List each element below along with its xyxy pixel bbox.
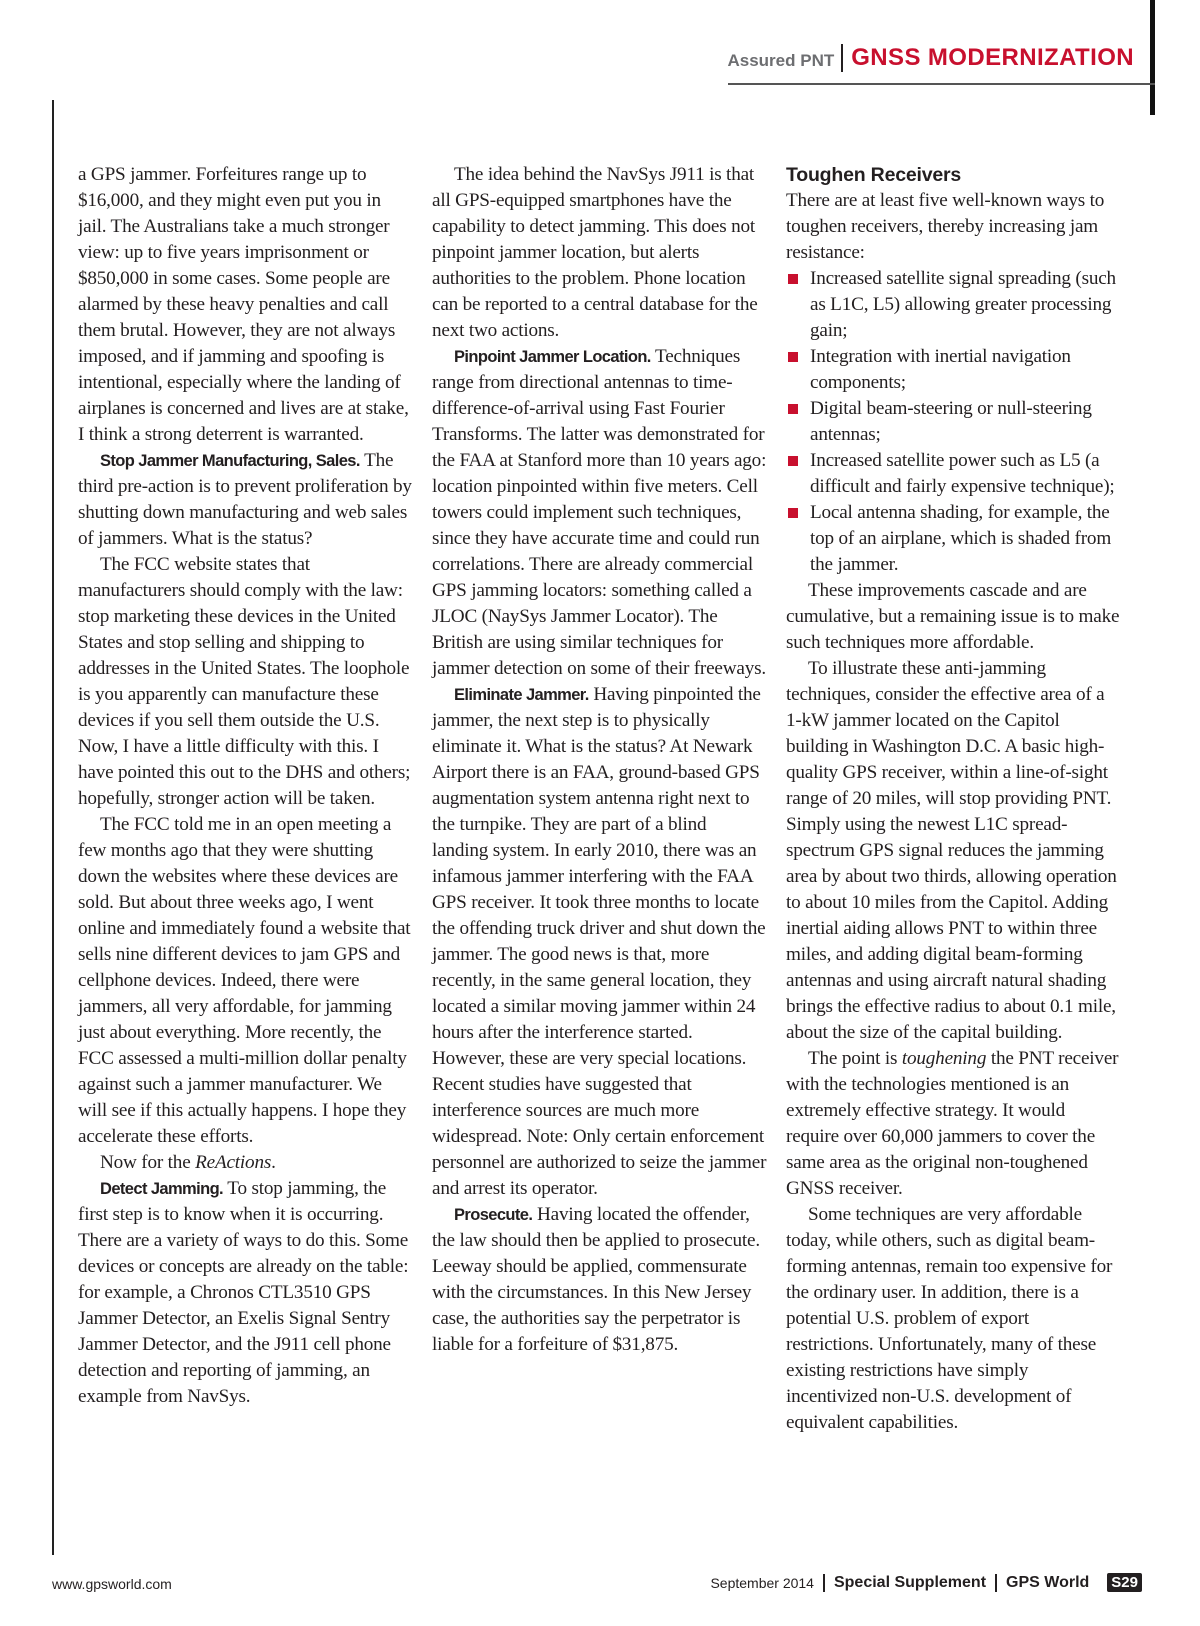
runin-heading: Eliminate Jammer. <box>454 686 589 704</box>
paragraph: a GPS jammer. Forfeitures range up to $16,000, and they might even put you in jail. The Australians take a much stronger view: up to five years imprisonment or $850,000 in some cases. Some people are alarmed by these heavy penalties and call them brutal. However, they are not always imposed, and if jamming and spoofing is intentional, especially where the landing of airplanes is concerned and lives are at stake, I think a strong deterrent is warranted. <box>78 164 409 445</box>
paragraph: The FCC told me in an open meeting a few months ago that they were shutting down the websites where these devices are sold. But about three weeks ago, I went online and immediately found a website that sells nine different devices to jam GPS and cellphone devices. Indeed, there were jammers, all very affordable, for jamming just about everything. More recently, the FCC assessed a multi-million dollar penalty against such a jammer manufacturer. We will see if this actually happens. I hope they accelerate these efforts. <box>78 814 411 1147</box>
section-heading: Toughen Receivers <box>786 164 962 186</box>
paragraph <box>78 1176 413 1410</box>
italic-term: toughening <box>901 1048 987 1069</box>
paragraph: The FCC website states that manufacturers should comply with the law: stop marketing these devices in the United States and stop selling and shipping to addresses in the United States. The loophole is you apparently can manufacture these devices if you sell them outside the U.S. Now, I have a little difficulty with this. I have pointed this out to the DHS and others; hopefully, stronger action will be taken. <box>78 554 411 809</box>
paragraph: To illustrate these anti-jamming techniques, consider the effective area of a 1-kW jammer located on the Capitol building in Washington D.C. A basic high-quality GPS receiver, within a line-of-sight range of 20 miles, will stop providing PNT. Simply using the newest L1C spread-spectrum GPS signal reduces the jamming area by about two thirds, allowing operation to about 10 miles from the Capitol. Adding inertial aiding allows PNT to within three miles, and adding digital beam-forming antennas and using aircraft natural shading brings the effective radius to about 0.1 mile, about the size of the capital building. <box>786 658 1117 1043</box>
bullet-list <box>786 266 1121 578</box>
paragraph <box>786 1046 1121 1202</box>
bullet-square-icon <box>788 274 798 284</box>
list-item-text: Digital beam-steering or null-steering antennas; <box>810 398 1092 445</box>
running-header <box>727 44 1134 72</box>
paragraph: There are at least five well-known ways to toughen receivers, thereby increasing jam resistance: <box>786 190 1105 263</box>
runin-heading: Prosecute. <box>454 1206 533 1224</box>
footer-divider <box>995 1574 997 1592</box>
runin-heading: Pinpoint Jammer Location. <box>454 348 651 366</box>
paragraph: The idea behind the NavSys J911 is that all GPS-equipped smartphones have the capability to detect jamming. This does not pinpoint jammer location, but alerts authorities to the problem. Phone location can be reported to a central database for the next two actions. <box>432 164 758 341</box>
list-item <box>786 396 1121 448</box>
runin-heading: Detect Jamming. <box>100 1180 224 1198</box>
footer-url: www.gpsworld.com <box>52 1576 172 1592</box>
list-item-text: Integration with inertial navigation components; <box>810 346 1071 393</box>
runin-heading: Stop Jammer Manufacturing, Sales. <box>100 452 360 470</box>
footer-magazine: GPS World <box>1006 1573 1090 1591</box>
paragraph: Some techniques are very affordable today, while others, such as digital beam-forming antennas, remain too expensive for the ordinary user. In addition, there is a potential U.S. problem of export restrictions. Unfortunately, many of these existing restrictions have simply incentivized non-U.S. development of equivalent capabilities. <box>786 1204 1113 1433</box>
paragraph-text: To stop jamming, the first step is to know when it is occurring. There are a variety of ways to do this. Some devices or concepts are already on the table: for example, a Chronos CTL3510 GPS Jammer Detector, an Exelis Signal Sentry Jammer Detector, and the J911 cell phone detection and reporting of jamming, an example from NavSys. <box>78 1178 409 1407</box>
bullet-square-icon <box>788 404 798 414</box>
column-1 <box>78 162 413 1410</box>
paragraph: These improvements cascade and are cumulative, but a remaining issue is to make such techniques more affordable. <box>786 580 1120 653</box>
left-margin-rule <box>52 100 54 1555</box>
header-rule <box>728 83 1155 85</box>
italic-term: ReActions <box>195 1152 272 1173</box>
list-item <box>786 266 1121 344</box>
column-3 <box>786 162 1121 1436</box>
footer-divider <box>823 1574 825 1592</box>
list-item <box>786 344 1121 396</box>
paragraph-text: The third pre-action is to prevent proliferation by shutting down manufacturing and web sales of jammers. What is the status? <box>78 450 412 549</box>
bullet-square-icon <box>788 352 798 362</box>
paragraph-text: Having pinpointed the jammer, the next step is to physically eliminate it. What is the status? At Newark Airport there is an FAA, ground-based GPS augmentation system antenna right next to the turnpike. They are part of a blind landing system. In early 2010, there was an infamous jammer interfering with the FAA GPS receiver. It took three months to locate the offending truck driver and shut down the jammer. The good news is that, more recently, in the same general location, they located a similar moving jammer within 24 hours after the interference started. However, these are very special locations. Recent studies have suggested that interference sources are much more widespread. Note: Only certain enforcement personnel are authorized to seize the jammer and arrest its operator. <box>432 684 767 1199</box>
list-item-text: Increased satellite power such as L5 (a difficult and fairly expensive technique); <box>810 450 1115 497</box>
footer-supplement: Special Supplement <box>833 1573 987 1591</box>
bullet-square-icon <box>788 456 798 466</box>
paragraph-text: Techniques range from directional antennas to time-difference-of-arrival using Fast Fourier Transforms. The latter was demonstrated for the FAA at Stanford more than 10 years ago: location pinpointed within five meters. Cell towers could implement such techniques, since they have accurate time and could run correlations. There are already commercial GPS jamming locators: something called a JLOC (NaySys Jammer Locator). The British are using similar techniques for jammer detection on some of their freeways. <box>432 346 767 679</box>
list-item-text: Increased satellite signal spreading (such as L1C, L5) allowing greater processing gain; <box>810 268 1116 341</box>
paragraph <box>432 344 767 682</box>
top-right-vertical-rule <box>1150 0 1155 115</box>
header-title: GNSS MODERNIZATION <box>851 44 1134 71</box>
column-2 <box>432 162 767 1358</box>
list-item-text: Local antenna shading, for example, the top of an airplane, which is shaded from the jammer. <box>810 502 1112 575</box>
paragraph <box>78 1150 413 1176</box>
paragraph <box>432 682 767 1202</box>
header-section: Assured PNT <box>727 51 835 70</box>
bullet-square-icon <box>788 508 798 518</box>
footer-folio <box>710 1573 1142 1592</box>
footer-date: September 2014 <box>710 1574 814 1591</box>
paragraph-text: Now for the <box>100 1152 191 1173</box>
paragraph-text: Having located the offender, the law should then be applied to prosecute. Leeway should be applied, commensurate with the circumstances. In this New Jersey case, the authorities say the perpetrator is liable for a forfeiture of $31,875. <box>432 1204 760 1355</box>
paragraph <box>78 448 413 552</box>
paragraph <box>432 1202 767 1358</box>
page-footer <box>52 1573 1142 1597</box>
header-divider <box>841 44 843 72</box>
page-number: S29 <box>1107 1573 1142 1592</box>
paragraph-text: the PNT receiver with the technologies mentioned is an extremely effective strategy. It would require over 60,000 jammers to cover the same area as the original non-toughened GNSS receiver. <box>786 1048 1119 1199</box>
list-item <box>786 448 1121 500</box>
paragraph-text: . <box>271 1152 276 1173</box>
paragraph-text: The point is <box>808 1048 898 1069</box>
list-item <box>786 500 1121 578</box>
